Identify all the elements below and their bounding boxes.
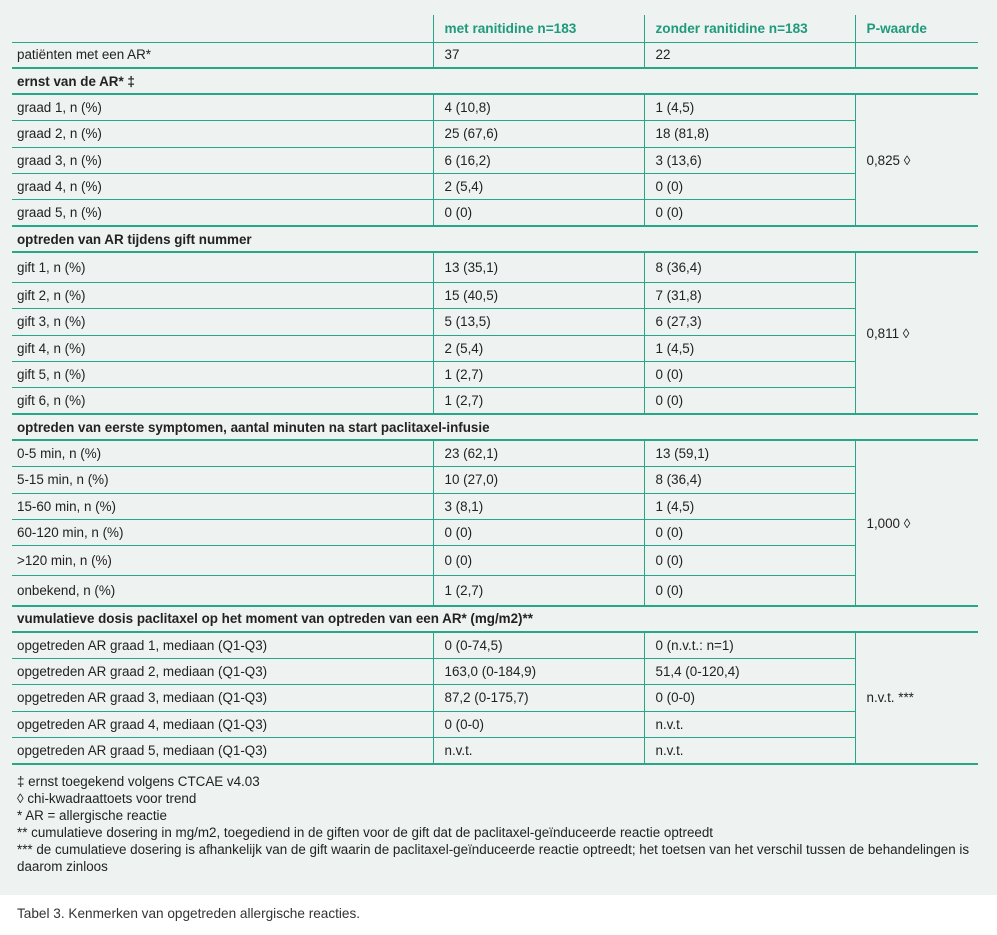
p-value: 1,000 ◊ bbox=[855, 440, 978, 606]
cell-met: 1 (2,7) bbox=[433, 576, 644, 606]
cell-met: 25 (67,6) bbox=[433, 121, 644, 147]
cell-met: 10 (27,0) bbox=[433, 467, 644, 493]
cell-met: 37 bbox=[433, 42, 644, 68]
p-value: 0,811 ◊ bbox=[855, 252, 978, 414]
table-row bbox=[12, 440, 978, 466]
table-row bbox=[12, 200, 978, 226]
row-label: graad 1, n (%) bbox=[17, 100, 102, 116]
footnote: ‡ ernst toegekend volgens CTCAE v4.03 bbox=[17, 774, 260, 789]
cell-met: 0 (0-74,5) bbox=[433, 632, 644, 658]
row-label: opgetreden AR graad 1, mediaan (Q1-Q3) bbox=[17, 637, 268, 653]
table-row bbox=[12, 309, 978, 335]
cell-met: 4 (10,8) bbox=[433, 94, 644, 120]
row-label: gift 4, n (%) bbox=[12, 335, 433, 361]
cell-zonder: 7 (31,8) bbox=[644, 282, 855, 308]
row-label: graad 2, n (%) bbox=[12, 121, 433, 147]
cell-met: 13 (35,1) bbox=[433, 252, 644, 282]
table-row bbox=[12, 737, 978, 763]
table-row bbox=[12, 467, 978, 493]
cell-zonder: 0 (0) bbox=[644, 362, 855, 388]
cell-zonder: 0 (0) bbox=[644, 388, 855, 414]
cell-zonder: 1 (4,5) bbox=[644, 493, 855, 519]
cell-zonder: 8 (36,4) bbox=[644, 467, 855, 493]
row-label: graad 5, n (%) bbox=[12, 200, 433, 226]
p-value: n.v.t. *** bbox=[855, 632, 978, 764]
cell-zonder: 18 (81,8) bbox=[644, 121, 855, 147]
header-empty bbox=[12, 15, 433, 42]
header-p-waarde: P-waarde bbox=[855, 15, 978, 42]
table-row bbox=[12, 546, 978, 576]
table-row bbox=[12, 121, 978, 147]
cell-zonder: 1 (4,5) bbox=[644, 335, 855, 361]
row-label: onbekend, n (%) bbox=[12, 576, 433, 606]
section-title: optreden van eerste symptomen, aantal minuten na start paclitaxel-infusie bbox=[12, 414, 978, 440]
table-row bbox=[12, 519, 978, 545]
section-title: optreden van AR tijdens gift nummer bbox=[12, 226, 978, 252]
section-header bbox=[12, 606, 978, 632]
cell-met: 1 (2,7) bbox=[433, 362, 644, 388]
section-title: ernst van de AR* ‡ bbox=[12, 68, 978, 94]
row-label: graad 3, n (%) bbox=[12, 147, 433, 173]
section-header bbox=[12, 414, 978, 440]
table-row bbox=[12, 658, 978, 684]
cell-zonder: 0 (0) bbox=[644, 576, 855, 606]
cell-met: 2 (5,4) bbox=[433, 335, 644, 361]
cell-zonder: 0 (n.v.t.: n=1) bbox=[644, 632, 855, 658]
cell-zonder: 0 (0) bbox=[644, 174, 855, 200]
table-row bbox=[12, 576, 978, 606]
cell-zonder: n.v.t. bbox=[644, 711, 855, 737]
section-header bbox=[12, 226, 978, 252]
header-row bbox=[12, 15, 978, 42]
cell-zonder: 51,4 (0-120,4) bbox=[644, 658, 855, 684]
row-label: 5-15 min, n (%) bbox=[12, 467, 433, 493]
table-row bbox=[12, 94, 978, 120]
row-label: gift 2, n (%) bbox=[12, 282, 433, 308]
cell-met: 6 (16,2) bbox=[433, 147, 644, 173]
row-label: graad 4, n (%) bbox=[12, 174, 433, 200]
cell-zonder: n.v.t. bbox=[644, 737, 855, 763]
footnote: * AR = allergische reactie bbox=[17, 808, 167, 824]
table-row bbox=[12, 174, 978, 200]
table-row bbox=[12, 252, 978, 282]
table-caption: Tabel 3. Kenmerken van opgetreden allergische reacties. bbox=[17, 906, 361, 921]
table-row bbox=[12, 493, 978, 519]
cell-zonder: 3 (13,6) bbox=[644, 147, 855, 173]
table-row bbox=[12, 388, 978, 414]
section-header bbox=[12, 68, 978, 94]
row-label: 0-5 min, n (%) bbox=[17, 446, 102, 462]
header-met-ranitidine: met ranitidine n=183 bbox=[433, 15, 644, 42]
cell-zonder: 1 (4,5) bbox=[644, 94, 855, 120]
row-label: gift 1, n (%) bbox=[17, 260, 86, 276]
row-label: >120 min, n (%) bbox=[12, 546, 433, 576]
row-label: 60-120 min, n (%) bbox=[12, 519, 433, 545]
section-title: vumulatieve dosis paclitaxel op het moment van optreden van een AR* (mg/m2)** bbox=[12, 606, 978, 632]
cell-met: 23 (62,1) bbox=[433, 440, 644, 466]
cell-met: 1 (2,7) bbox=[433, 388, 644, 414]
row-label: patiënten met een AR* bbox=[17, 47, 151, 63]
cell-p bbox=[855, 42, 978, 68]
table-row bbox=[12, 335, 978, 361]
footnote: *** de cumulatieve dosering is afhankelijk van de gift waarin de paclitaxel-geïnduceerde reactie optreedt; het toetsen van het verschil tussen de behandelingen is daarom zinloos bbox=[17, 842, 970, 875]
row-label: gift 3, n (%) bbox=[12, 309, 433, 335]
cell-met: 0 (0) bbox=[433, 200, 644, 226]
cell-met: 2 (5,4) bbox=[433, 174, 644, 200]
cell-zonder: 0 (0) bbox=[644, 546, 855, 576]
cell-zonder: 13 (59,1) bbox=[644, 440, 855, 466]
row-label: 15-60 min, n (%) bbox=[12, 493, 433, 519]
cell-zonder: 8 (36,4) bbox=[644, 252, 855, 282]
cell-met: 0 (0) bbox=[433, 546, 644, 576]
row-label: opgetreden AR graad 3, mediaan (Q1-Q3) bbox=[12, 685, 433, 711]
table-row bbox=[12, 711, 978, 737]
footnote: ◊ chi-kwadraattoets voor trend bbox=[17, 791, 197, 807]
table-row bbox=[12, 632, 978, 658]
cell-zonder: 0 (0-0) bbox=[644, 685, 855, 711]
cell-zonder: 22 bbox=[644, 42, 855, 68]
footnote: ** cumulatieve dosering in mg/m2, toegediend in de giften voor de gift dat de paclitaxel-geïnduceerde reactie optreedt bbox=[17, 825, 714, 841]
row-label: opgetreden AR graad 5, mediaan (Q1-Q3) bbox=[12, 737, 433, 763]
cell-met: 5 (13,5) bbox=[433, 309, 644, 335]
cell-met: 3 (8,1) bbox=[433, 493, 644, 519]
table-row bbox=[12, 685, 978, 711]
p-value: 0,825 ◊ bbox=[855, 94, 978, 226]
row-label: opgetreden AR graad 4, mediaan (Q1-Q3) bbox=[12, 711, 433, 737]
cell-met: 0 (0) bbox=[433, 519, 644, 545]
cell-zonder: 0 (0) bbox=[644, 519, 855, 545]
row-label: gift 6, n (%) bbox=[12, 388, 433, 414]
cell-met: n.v.t. bbox=[433, 737, 644, 763]
cell-met: 15 (40,5) bbox=[433, 282, 644, 308]
cell-met: 87,2 (0-175,7) bbox=[433, 685, 644, 711]
table-row bbox=[12, 147, 978, 173]
cell-zonder: 0 (0) bbox=[644, 200, 855, 226]
cell-zonder: 6 (27,3) bbox=[644, 309, 855, 335]
row-label: opgetreden AR graad 2, mediaan (Q1-Q3) bbox=[12, 658, 433, 684]
footnotes bbox=[17, 773, 982, 876]
table-row bbox=[12, 282, 978, 308]
table-row bbox=[12, 362, 978, 388]
data-table bbox=[12, 15, 978, 765]
table-row bbox=[12, 42, 978, 68]
header-zonder-ranitidine: zonder ranitidine n=183 bbox=[644, 15, 855, 42]
cell-met: 0 (0-0) bbox=[433, 711, 644, 737]
cell-met: 163,0 (0-184,9) bbox=[433, 658, 644, 684]
row-label: gift 5, n (%) bbox=[12, 362, 433, 388]
